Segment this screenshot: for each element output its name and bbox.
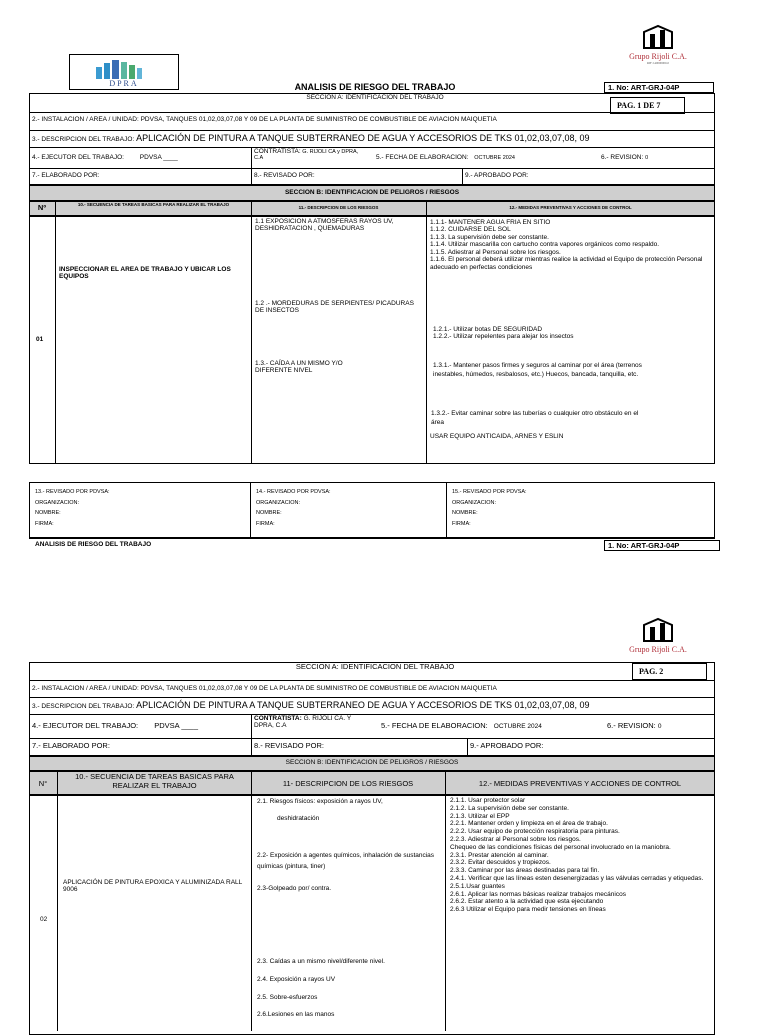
company-name: Grupo Rijoli C.A. bbox=[629, 52, 687, 61]
measure-item: 2.1.2. La supervisión debe ser constante. bbox=[450, 804, 569, 812]
contratista-2 bbox=[251, 714, 369, 731]
review-13-org: ORGANIZACION: bbox=[35, 499, 80, 506]
risk-2-1: 2.1. Riesgos físicos: exposición a rayos UV, bbox=[257, 798, 383, 805]
col-riesgos: 11.- DESCRIPCION DE LOS RIESGOS bbox=[298, 205, 379, 210]
measure-4: 1.3.2.- Evitar caminar sobre las tuberías o cualquier otro obstáculo en el área bbox=[431, 410, 639, 427]
page-number-text: PAG. 1 DE 7 bbox=[617, 101, 661, 110]
review-13-nombre: NOMBRE: bbox=[35, 510, 61, 517]
measures-group-1 bbox=[427, 218, 715, 272]
measure-item: 1.2.2.- Utilizar repelentes para alejar los insectos bbox=[433, 333, 574, 341]
revision-2 bbox=[604, 721, 714, 732]
measure-item: 1.1.5. Adiestrar al Personal sobre los riesgos. bbox=[430, 248, 561, 256]
measure-item: 2.2.1. Mantener orden y limpieza en el área de trabajo. bbox=[450, 820, 608, 828]
review-15-title: 15.- REVISADO POR PDVSA: bbox=[452, 489, 527, 495]
revision-value: 0 bbox=[645, 155, 649, 161]
measures-list-2 bbox=[447, 796, 713, 915]
page-number-2 bbox=[632, 663, 707, 680]
ejecutor-2 bbox=[29, 721, 249, 732]
review-13-firma: FIRMA: bbox=[35, 521, 54, 528]
measure-item: 2.4.1. Verificar que las líneas esten desenergizadas y las válvulas cerradas y etiquedas. bbox=[450, 874, 704, 882]
section-a-title: SECCION A: IDENTIFICACION DEL TRABAJO bbox=[306, 94, 444, 101]
revision-label: 6.- REVISION: bbox=[601, 154, 644, 161]
descripcion-value: APLICACIÓN DE PINTURA A TANQUE SUBTERRANEO DE AGUA Y ACCESORIOS DE TKS 01,02,03,07,08, 09 bbox=[136, 133, 590, 143]
descripcion-2-label: 3.- DESCRIPCION DEL TRABAJO: bbox=[32, 703, 135, 710]
dpra-logo-text: DPRA bbox=[109, 79, 139, 88]
measure-item: 1.1.1- MANTENER AGUA FRIA EN SITIO bbox=[430, 219, 551, 226]
measure-item: 2.2.2. Usar equipo de protección respiratoria para pinturas. bbox=[450, 828, 620, 836]
risk-2-5: 2.4. Exposición a rayos UV bbox=[257, 976, 336, 983]
risk-2-7: 2.6.Lesiones en las manos bbox=[257, 1011, 335, 1018]
review-14 bbox=[253, 486, 443, 531]
risk-1: 1.1 EXPOSICION A ATMOSFERAS RAYOS UV, DESHIDRATACION , QUEMADURAS bbox=[255, 218, 394, 233]
doc-number-text: 1. No: ART-GRJ-04P bbox=[608, 83, 680, 92]
measure-item: Chequeo de las condiciones físicas del personal involucrado en la maniobra. bbox=[450, 843, 671, 851]
measure-item: 2.6.1. Aplicar las normas básicas realizar trabajos mecánicos bbox=[450, 890, 626, 898]
measure-item: 1.1.6. El personal deberá utilizar mientras realice la actividad el Equipo de protección Personal adecuado en perfectas condiciones bbox=[430, 256, 703, 271]
measure-item: 1.2.1.- Utilizar botas DE SEGURIDAD bbox=[433, 326, 543, 333]
review-14-title: 14.- REVISADO POR PDVSA: bbox=[256, 489, 331, 495]
measure-item: 2.1.3. Utilizar el EPP bbox=[450, 812, 510, 820]
fecha-value: OCTUBRE 2024 bbox=[474, 155, 515, 161]
col-riesgos-2: 11- DESCRIPCION DE LOS RIESGOS bbox=[282, 779, 414, 788]
rijoli-logo-2 bbox=[622, 617, 694, 654]
fecha-label: 5.- FECHA DE ELABORACION: bbox=[376, 154, 469, 161]
company-name-2: Grupo Rijoli C.A. bbox=[629, 645, 687, 654]
risk-2: 1.2 .- MORDEDURAS DE SERPIENTES/ PICADURAS DE INSECTOS bbox=[255, 300, 414, 315]
measure-item: 1.1.4. Utilizar mascarilla con cartucho contra vapores orgánicos como respaldo. bbox=[430, 241, 660, 249]
contratista-value: G. RIJOLI CA y DPRA, C.A bbox=[254, 149, 359, 162]
elaborado-por-2: 7.- ELABORADO POR: bbox=[32, 741, 110, 750]
aprobado-por: 9.- APROBADO POR: bbox=[465, 172, 529, 179]
ejecutor-2-label: 4.- EJECUTOR DEL TRABAJO: bbox=[32, 721, 139, 730]
contratista-2-value: G. RIJOLI CA. Y DPRA, C.A bbox=[254, 715, 352, 730]
review-14-nombre: NOMBRE: bbox=[256, 510, 282, 517]
aprobado-por-2: 9.- APROBADO POR: bbox=[470, 741, 544, 750]
section-b-title: SECCION B: IDENTIFICACION DE PELIGROS / RIESGOS bbox=[284, 189, 460, 196]
contratista bbox=[251, 147, 366, 163]
revision bbox=[598, 153, 708, 162]
measure-item: 1.1.3. La supervisión debe ser constante. bbox=[430, 233, 549, 241]
revisado-por-2: 8.- REVISADO POR: bbox=[254, 741, 325, 750]
fecha-2-label: 5.- FECHA DE ELABORACION: bbox=[381, 721, 488, 730]
instalacion: 2.- INSTALACION / AREA / UNIDAD: PDVSA, TANQUES 01,02,03,07,08 Y 09 DE LA PLANTA DE SUMINISTRO DE COMBUSTIBLE DE AVIACION MAIQUETIA bbox=[32, 116, 497, 123]
measure-item: 2.3.3. Caminar por las áreas destinadas para tal fin. bbox=[450, 867, 600, 875]
revisado-por: 8.- REVISADO POR: bbox=[254, 172, 315, 179]
col-no: Nº bbox=[37, 203, 47, 212]
measure-item: 2.6.3 Utilizar el Equipo para medir tensiones en líneas bbox=[450, 906, 606, 914]
elaborado-por: 7.- ELABORADO POR: bbox=[32, 172, 100, 179]
revision-2-value: 0 bbox=[657, 723, 662, 730]
risk-3: 1.3.- CAÍDA A UN MISMO Y/O DIFERENTE NIVEL bbox=[255, 360, 343, 375]
ejecutor bbox=[29, 153, 249, 162]
rijoli-building-icon bbox=[638, 617, 678, 643]
ejecutor-value: PDVSA ____ bbox=[139, 154, 178, 161]
footer-title: ANALISIS DE RIESGO DEL TRABAJO bbox=[35, 541, 152, 548]
measure-item: 1.1.2. CUIDARSE DEL SOL bbox=[430, 226, 511, 234]
fecha-2 bbox=[378, 721, 608, 732]
risk-2-3: 2.3-Golpeado por/ contra. bbox=[257, 885, 332, 892]
section-b-title-2: SECCION B: IDENTIFICACION DE PELIGROS / RIESGOS bbox=[285, 759, 459, 766]
ejecutor-label: 4.- EJECUTOR DEL TRABAJO: bbox=[32, 154, 124, 161]
ejecutor-2-value: PDVSA ____ bbox=[154, 721, 199, 730]
measure-5: USAR EQUIPO ANTICAIDA, ARNES Y ESLIN bbox=[430, 433, 564, 440]
risk-2-4: 2.3. Caídas a un mismo nivel/diferente nivel. bbox=[257, 958, 385, 965]
fecha-2-value: OCTUBRE 2024 bbox=[493, 723, 542, 730]
review-14-org: ORGANIZACION: bbox=[256, 499, 301, 506]
rijoli-building-icon bbox=[638, 24, 678, 50]
measure-item: 2.1.1. Usar protector solar bbox=[450, 797, 526, 804]
descripcion-2-value: APLICACIÓN DE PINTURA A TANQUE SUBTERRANEO DE AGUA Y ACCESORIOS DE TKS 01,02,03,07,08, 09 bbox=[136, 700, 590, 710]
col-medidas-2: 12.- MEDIDAS PREVENTIVAS Y ACCIONES DE CONTROL bbox=[478, 779, 682, 788]
col-seq: 10.- SECUENCIA DE TAREAS BASICAS PARA REALIZAR EL TRABAJO bbox=[77, 202, 230, 207]
measure-item: 2.6.2. Estar atento a la actividad que esta ejecutando bbox=[450, 898, 604, 906]
review-14-firma: FIRMA: bbox=[256, 521, 275, 528]
review-15-nombre: NOMBRE: bbox=[452, 510, 478, 517]
risk-2-6: 2.5. Sobre-esfuerzos bbox=[257, 994, 318, 1001]
doc-number bbox=[604, 82, 714, 93]
review-15-firma: FIRMA: bbox=[452, 521, 471, 528]
descripcion-2 bbox=[29, 699, 715, 712]
col-no-2: N° bbox=[38, 779, 48, 788]
revision-2-label: 6.- REVISION: bbox=[607, 721, 656, 730]
instalacion-2: 2.- INSTALACION / AREA / UNIDAD: PDVSA, TANQUES 01,02,03,07,08 Y 09 DE LA PLANTA DE SUMINISTRO DE COMBUSTIBLE DE AVIACION MAIQUETIA bbox=[32, 685, 497, 692]
row-task-2: APLICACIÓN DE PINTURA EPOXICA Y ALUMINIZADA RALL 9006 bbox=[63, 879, 243, 894]
contratista-2-label: CONTRATISTA: bbox=[254, 715, 302, 722]
col-seq-2: 10.- SECUENCIA DE TAREAS BASICAS PARA REALIZAR EL TRABAJO bbox=[75, 772, 234, 790]
measures-group-2 bbox=[430, 325, 710, 342]
col-medidas: 12.- MEDIDAS PREVENTIVAS Y ACCIONES DE CONTROL bbox=[509, 205, 632, 210]
risk-2-1b: deshidratación bbox=[277, 815, 320, 822]
company-sub: RIF J-40000000-0 bbox=[646, 61, 670, 65]
footer-doc-number bbox=[604, 540, 720, 551]
contratista-label: CONTRATISTA: bbox=[254, 148, 301, 155]
fecha bbox=[373, 153, 593, 162]
review-15 bbox=[449, 486, 709, 531]
risk-2-2: 2.2- Exposición a agentes químicos, inhalación de sustancias químicas (pintura, tiner) bbox=[257, 852, 435, 871]
descripcion-label: 3.- DESCRIPCION DEL TRABAJO: bbox=[32, 136, 135, 143]
row-number-2: 02 bbox=[40, 916, 48, 923]
measure-item: 2.2.3. Adiestrar al Personal sobre los riesgos. bbox=[450, 835, 581, 843]
row-number: 01 bbox=[36, 336, 44, 343]
row-task: INSPECCIONAR EL AREA DE TRABAJO Y UBICAR LOS EQUIPOS bbox=[59, 266, 231, 281]
descripcion bbox=[29, 132, 715, 145]
review-15-org: ORGANIZACION: bbox=[452, 499, 497, 506]
dpra-logo bbox=[69, 54, 179, 90]
measure-item: 2.3.1. Prestar atención al caminar. bbox=[450, 851, 549, 859]
measure-item: 2.5.1.Usar guantes bbox=[450, 882, 505, 890]
review-13-title: 13.- REVISADO POR PDVSA: bbox=[35, 489, 110, 495]
section-a-title-2: SECCION A: IDENTIFICACION DEL TRABAJO bbox=[295, 662, 455, 671]
rijoli-logo bbox=[622, 24, 694, 65]
measure-3: 1.3.1.- Mantener pasos firmes y seguros al caminar por el área (terrenos inestables, húmedos, resbalosos, etc.) Huecos, bancada, tanquilla, etc. bbox=[433, 362, 642, 379]
measure-item: 2.3.2. Evitar descuidos y tropiezos. bbox=[450, 859, 551, 867]
footer-doc-number-text: 1. No: ART-GRJ-04P bbox=[608, 541, 680, 550]
review-13 bbox=[32, 486, 247, 531]
document-title: ANALISIS DE RIESGO DEL TRABAJO bbox=[294, 82, 456, 92]
page-number-2-text: PAG. 2 bbox=[639, 667, 664, 676]
